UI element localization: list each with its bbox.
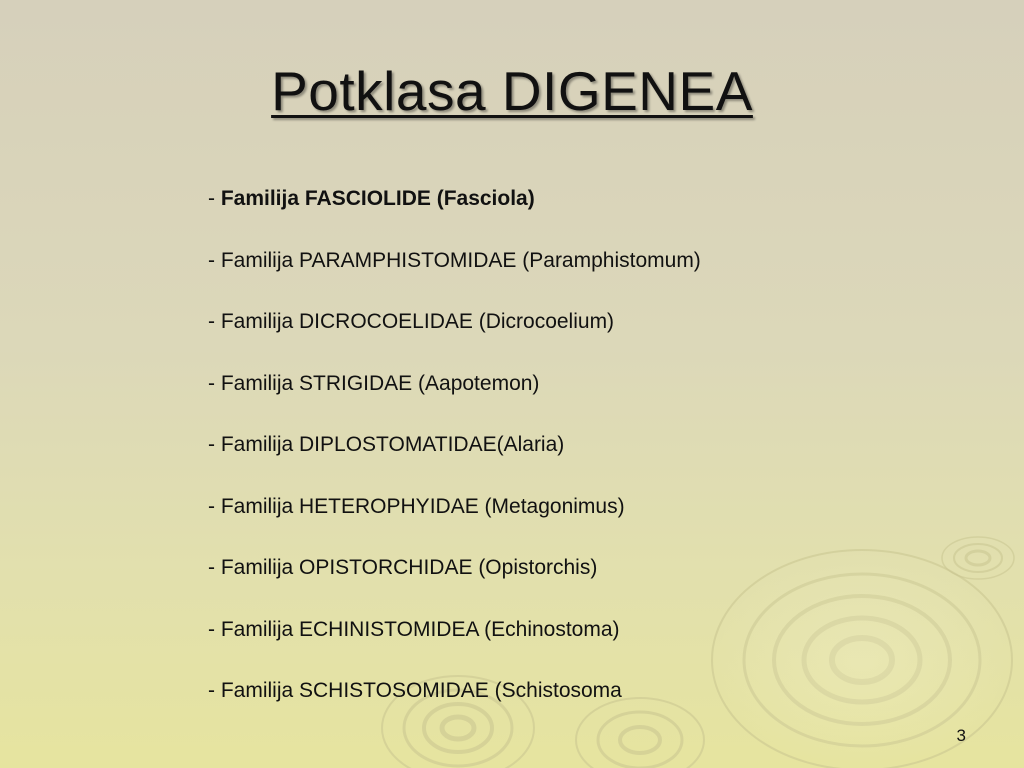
list-item-text: Familija SCHISTOSOMIDAE (Schistosoma [220,679,622,702]
list-item [208,611,908,673]
family-list [208,180,908,734]
list-dash: - [208,494,221,518]
page-number: 3 [956,726,966,745]
list-item [208,549,908,611]
slide-title: Potklasa DIGENEA [271,60,753,122]
list-dash: - [208,679,221,702]
list-item [208,242,908,304]
list-item-text: Familija PARAMPHISTOMIDAE (Paramphistomum) [220,248,701,272]
list-dash: - [208,617,221,641]
list-item-text: Familija DIPLOSTOMATIDAE(Alaria) [220,433,565,456]
list-item-text: Familija STRIGIDAE (Aapotemon) [220,371,540,395]
list-dash: - [208,556,221,579]
list-dash: - [208,248,221,272]
list-dash: - [208,187,221,210]
list-item [208,488,908,550]
list-item [208,180,908,242]
list-item [208,303,908,365]
list-item-text: Familija HETEROPHYIDAE (Metagonimus) [220,494,625,518]
list-item [208,426,908,488]
list-item-text: Familija ECHINISTOMIDEA (Echinostoma) [220,617,620,641]
list-item [208,365,908,427]
list-dash: - [208,310,221,333]
list-item-text: Familija OPISTORCHIDAE (Opistorchis) [220,556,598,579]
list-item-text: Familija DICROCOELIDAE (Dicrocoelium) [220,310,615,333]
list-item [208,672,908,734]
list-dash: - [208,433,221,456]
list-dash: - [208,371,221,395]
list-item-text: Familija FASCIOLIDE (Fasciola) [220,187,535,210]
